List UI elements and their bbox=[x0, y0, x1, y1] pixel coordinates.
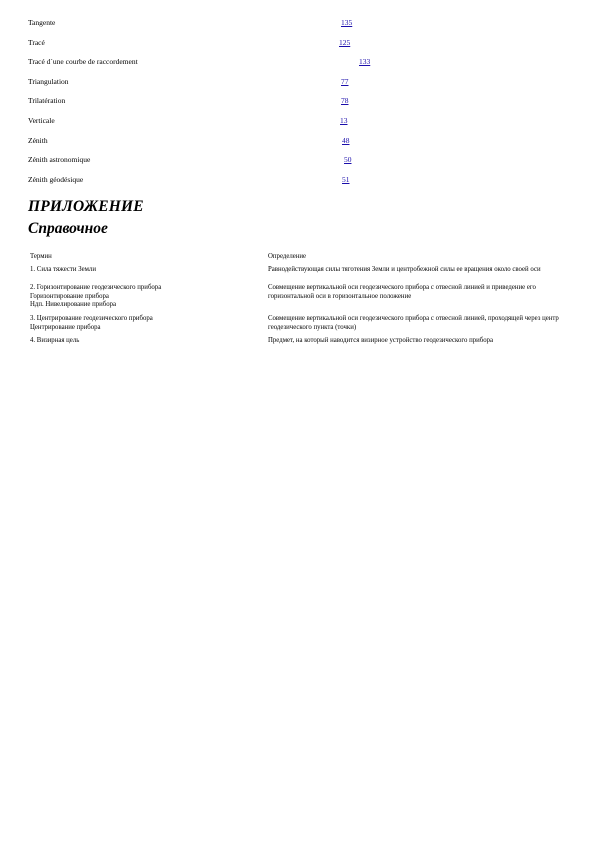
index-entry bbox=[28, 151, 448, 171]
index-term: Tracé bbox=[28, 37, 45, 47]
term-cell bbox=[30, 315, 260, 332]
table-row bbox=[30, 315, 570, 337]
definition-text: Совмещение вертикальной оси геодезического прибора с отвесной линией и приведение его горизонтальной оси в горизонтальное положение bbox=[268, 284, 536, 300]
term-line: 2. Горизонтирование геодезического прибора bbox=[30, 284, 162, 291]
index-term: Zénith astronomique bbox=[28, 155, 91, 165]
index-entry bbox=[28, 73, 448, 93]
term-cell bbox=[30, 266, 260, 275]
term-line: Ндп. Нивелирование прибора bbox=[30, 301, 117, 309]
term-cell bbox=[30, 284, 260, 310]
definition-cell bbox=[268, 266, 568, 275]
term-cell bbox=[30, 337, 260, 346]
term-line: 4. Визирная цель bbox=[30, 337, 80, 344]
index-term: Zénith bbox=[28, 135, 48, 145]
index-term: Zénith géodésique bbox=[28, 174, 84, 184]
index-page-link[interactable]: 50 bbox=[344, 155, 352, 165]
definition-text: Совмещение вертикальной оси геодезического прибора с отвесной линией, проходящей через центр геодезического пункта (точки) bbox=[268, 315, 559, 331]
table-row bbox=[30, 266, 570, 284]
definition-cell bbox=[268, 337, 568, 346]
index-page-link[interactable]: 48 bbox=[342, 135, 350, 145]
index-entry bbox=[28, 53, 448, 73]
term-line: 3. Центрирование геодезического прибора bbox=[30, 315, 153, 322]
definitions-table bbox=[30, 253, 570, 355]
french-index bbox=[28, 14, 448, 190]
index-term: Verticale bbox=[28, 115, 55, 125]
term-line: Центрирование прибора bbox=[30, 323, 101, 331]
index-page-link[interactable]: 77 bbox=[341, 76, 349, 86]
index-entry bbox=[28, 112, 448, 132]
index-page-link[interactable]: 125 bbox=[339, 37, 351, 47]
index-entry bbox=[28, 171, 448, 191]
definition-text: Равнодействующая силы тяготения Земли и центробежной силы ее вращения около своей оси bbox=[268, 266, 541, 273]
index-page-link[interactable]: 13 bbox=[340, 115, 348, 125]
definition-cell bbox=[268, 284, 568, 301]
table-header bbox=[30, 253, 570, 266]
index-page-link[interactable]: 78 bbox=[341, 96, 349, 106]
index-page-link[interactable]: 135 bbox=[341, 18, 353, 27]
definition-text: Предмет, на который наводится визирное устройство геодезического прибора bbox=[268, 337, 494, 344]
index-entry bbox=[28, 92, 448, 112]
definition-cell bbox=[268, 315, 568, 332]
header-term: Термин bbox=[30, 253, 52, 260]
index-page-link[interactable]: 133 bbox=[359, 57, 371, 67]
table-row bbox=[30, 337, 570, 355]
appendix-title: ПРИЛОЖЕНИЕ bbox=[28, 198, 144, 215]
term-line: Горизонтирование прибора bbox=[30, 292, 109, 300]
index-term: Tangente bbox=[28, 18, 56, 27]
appendix-subtitle: Справочное bbox=[28, 220, 108, 237]
index-entry bbox=[28, 132, 448, 152]
index-term: Tracé d`une courbe de raccordement bbox=[28, 57, 138, 67]
table-row bbox=[30, 284, 570, 315]
header-definition: Определение bbox=[268, 253, 307, 260]
term-line: 1. Сила тяжести Земли bbox=[30, 266, 96, 273]
index-term: Triangulation bbox=[28, 76, 69, 86]
index-page-link[interactable]: 51 bbox=[342, 174, 350, 184]
index-term: Trilatération bbox=[28, 96, 66, 106]
index-entry bbox=[28, 34, 448, 54]
index-entry bbox=[28, 14, 448, 34]
